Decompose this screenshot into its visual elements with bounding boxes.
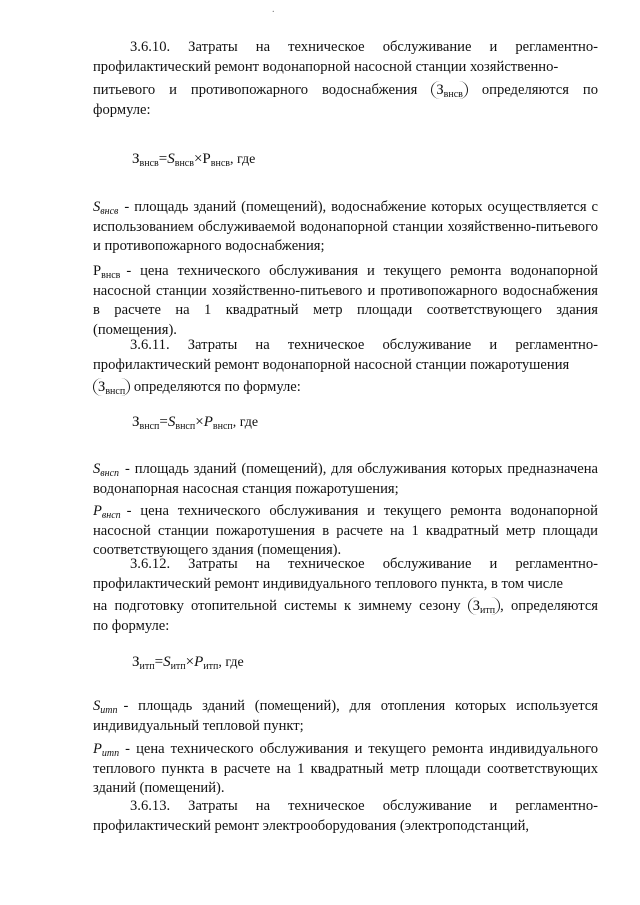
page-mark: .	[272, 4, 275, 15]
paragraph-3-6-12	[93, 555, 598, 636]
definition-p-itp	[93, 740, 598, 799]
formula-vnsp: $З_{внсп}=S_{внсп}\times P_{внсп}$, где	[132, 414, 259, 432]
paragraph-3-6-10-line	[93, 81, 598, 101]
paragraph-3-6-13	[93, 797, 598, 836]
paragraph-3-6-12-text-end: , определяются	[500, 598, 599, 614]
definition-symbol: $S_{внсп}$	[93, 461, 120, 479]
paragraph-3-6-11-intro: 3.6.11. Затраты на техническое обслуживание и регламентно-профилактический ремонт водонапорной насосной станции пожаротушения	[93, 337, 598, 373]
definition-text: - площадь зданий (помещений), для отопления которых используется индивидуальный тепловой пункт;	[93, 698, 598, 734]
paragraph-3-6-12-line	[93, 597, 598, 617]
paragraph-3-6-10-text-end: определяются по	[481, 82, 598, 98]
cost-symbol-vnsp: $З_{внсп}$	[93, 378, 130, 396]
paragraph-3-6-12-intro: 3.6.12. Затраты на техническое обслуживание и регламентно-профилактический ремонт индивидуального теплового пункта, в том числе	[93, 556, 598, 592]
paragraph-3-6-10	[93, 38, 598, 120]
definition-symbol: $Р_{внсв}$	[93, 263, 121, 281]
paragraph-3-6-13-intro: 3.6.13. Затраты на техническое обслуживание и регламентно-профилактический ремонт электрооборудования (электроподстанций,	[93, 798, 598, 834]
definition-s-vnsv	[93, 198, 598, 257]
definition-text: - цена технического обслуживания и текущего ремонта водонапорной насосной станции пожаротушения в расчете на 1 квадратный метр площади соответствующего здания (помещения).	[93, 503, 598, 558]
paragraph-3-6-11-line	[93, 378, 598, 398]
cost-symbol-vnsv: $З_{внсв}$	[431, 81, 468, 99]
paragraph-3-6-10-intro: 3.6.10. Затраты на техническое обслуживание и регламентно-профилактический ремонт водонапорной насосной станции хозяйственно-	[93, 39, 598, 75]
definition-p-vnsv	[93, 262, 598, 340]
definition-s-itp	[93, 697, 598, 736]
definition-symbol: $P_{итп}$	[93, 741, 120, 759]
definition-symbol: $S_{итп}$	[93, 698, 118, 716]
paragraph-3-6-10-formula-label: формуле:	[93, 101, 151, 118]
cost-symbol-itp: $З_{итп}$	[468, 597, 500, 615]
definition-text: - площадь зданий (помещений), водоснабжение которых осуществляется с использованием обслуживаемой водонапорной станции хозяйственно-питьевого и противопожарного водоснабжения;	[93, 199, 598, 254]
paragraph-3-6-11-text: определяются по формуле:	[133, 379, 301, 395]
paragraph-3-6-11	[93, 336, 598, 398]
definition-s-vnsp	[93, 460, 598, 499]
formula-vnsv: $З_{внсв}=S_{внсв}\times Р_{внсв}$, где	[132, 151, 256, 169]
formula-itp: $З_{итп}=S_{итп}\times P_{итп}$, где	[132, 654, 244, 672]
definition-symbol: $P_{внсп}$	[93, 503, 121, 521]
paragraph-3-6-10-text: питьевого и противопожарного водоснабжения	[93, 82, 418, 98]
definition-p-vnsp	[93, 502, 598, 561]
paragraph-3-6-12-formula-label: по формуле:	[93, 617, 170, 634]
paragraph-3-6-12-text: на подготовку отопительной системы к зимнему сезону	[93, 598, 461, 614]
definition-text: - площадь зданий (помещений), для обслуживания которых предназначена водонапорная насосная станция пожаротушения;	[93, 461, 598, 497]
definition-text: - цена технического обслуживания и текущего ремонта водонапорной насосной станции хозяйственно-питьевого и противопожарного водоснабжения в расчете на 1 квадратный метр площади соответствующего здания (помещения).	[93, 263, 598, 338]
definition-symbol: $S_{внсв}$	[93, 199, 119, 217]
definition-text: - цена технического обслуживания и текущего ремонта индивидуального теплового пункта в расчете на 1 квадратный метр площади соответствующих зданий (помещений).	[93, 741, 598, 796]
